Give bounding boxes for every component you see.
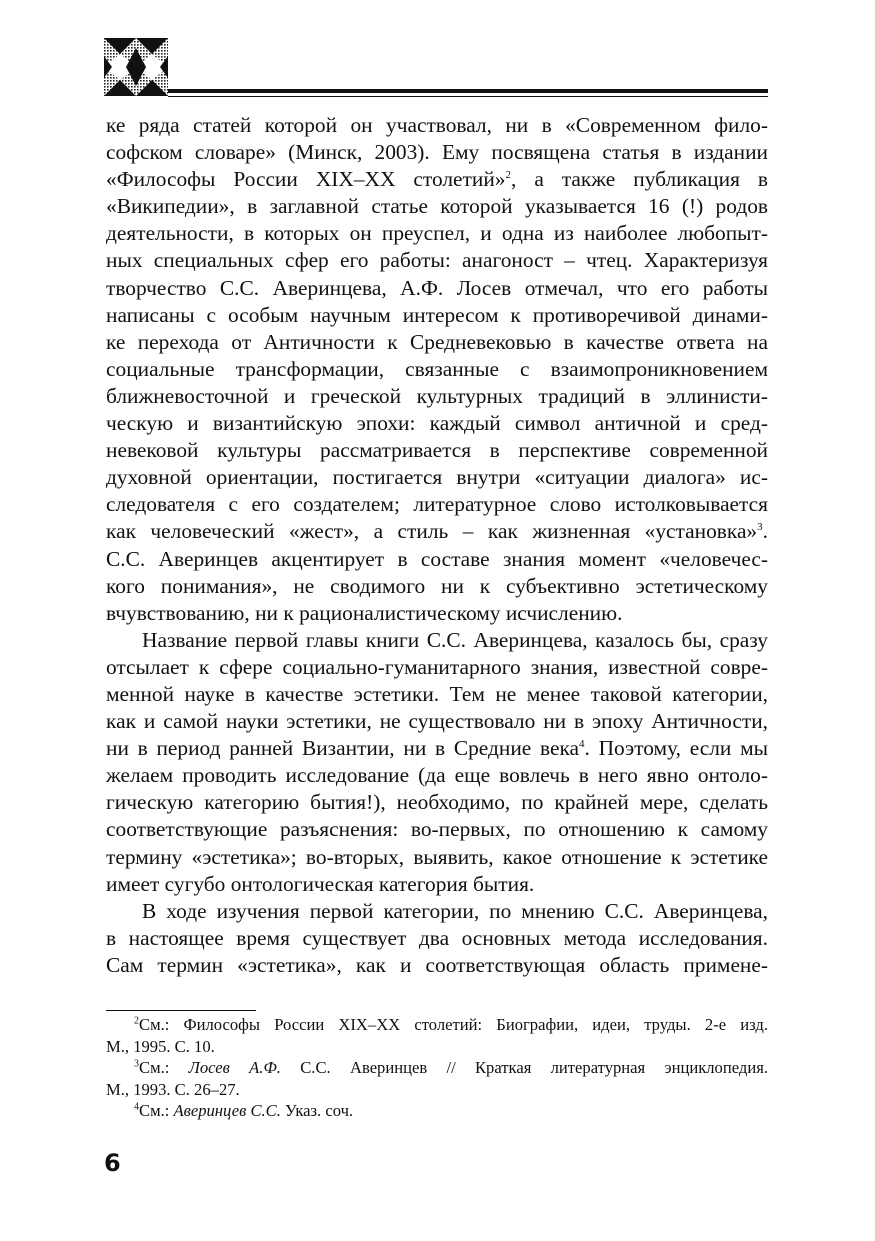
text-line [106,166,768,193]
footnote-text: См.: [139,1058,189,1077]
text-segment: ни в период ранней Византии, ни в Средние века [106,736,580,761]
text-segment: «Философы России XIX–XX столетий» [106,167,506,192]
footnote-mark: 4 [134,1101,139,1113]
text-line: соответствующие разъяснения: во-первых, по отношению к самому [106,817,768,842]
footnote-text: См.: [139,1101,174,1120]
text-line: ке перехода от Античности к Средневековью в качестве ответа на [106,329,768,354]
text-line: ке ряда статей которой он участвовал, ни в «Современном фило- [106,113,768,137]
paragraph-1 [106,112,768,627]
text-line: «Википедии», в заглавной статье которой указывается 16 (!) родов [106,194,768,219]
main-text [106,112,768,979]
text-line: гическую категорию бытия!), необходимо, по крайней мере, сделать [106,790,768,815]
header-rule-thin [168,96,768,97]
text-segment: . [762,519,768,544]
text-segment: , а также публикация в [511,167,769,192]
diamond-pattern-ornament-icon [104,38,168,96]
footnote-line [106,1100,768,1122]
text-line [106,735,768,762]
paragraph-3 [106,898,768,979]
footnote-text: См.: Философы России XIX–XX столетий: Биографии, идеи, труды. 2-е изд. [139,1015,768,1034]
text-line: имеет сугубо онтологическая категория бытия. [106,871,535,896]
text-line: социальные трансформации, связанные с взаимопроникновением [106,356,768,381]
text-line: ческую и византийскую эпохи: каждый символ античной и сред- [106,411,768,436]
footnote-mark: 2 [134,1015,139,1027]
footnote-ref-2[interactable]: 2 [505,169,511,182]
footnote-2 [106,1014,768,1057]
footnotes [106,1014,768,1122]
text-line: ближневосточной и греческой культурных традиций в эллинисти- [106,383,768,408]
text-line: отсылает к сфере социально-гуманитарного знания, известной совре- [106,654,768,679]
footnote-divider [106,1010,256,1011]
text-line: написаны с особым научным интересом к противоречивой динами- [106,302,768,327]
footnote-text: Указ. соч. [280,1101,354,1120]
footnote-line: М., 1995. С. 10. [106,1036,215,1056]
footnote-3 [106,1057,768,1100]
text-segment: как человеческий «жест», а стиль – как жизненная «установка» [106,519,758,544]
footnote-line [106,1014,768,1036]
page-number: 6 [104,1149,121,1177]
footnote-text: С.С. Аверинцев // Краткая литературная энциклопедия. [280,1058,768,1077]
footnote-ref-3[interactable]: 3 [757,521,763,534]
text-line: Название первой главы книги С.С. Аверинцева, казалось бы, сразу [142,627,768,652]
text-line: Сам термин «эстетика», как и соответствующая область примене- [106,952,768,977]
text-line: менной науке в качестве эстетики. Тем не менее таковой категории, [106,681,768,706]
footnote-author: Аверинцев С.С. [173,1101,281,1120]
text-line [106,518,768,545]
text-line: в настоящее время существует два основных метода исследования. [106,925,768,950]
text-line: как и самой науки эстетики, не существовало ни в эпоху Античности, [106,709,768,734]
text-line: желаем проводить исследование (да еще вовлечь в него явно онтоло- [106,763,768,788]
header-rule-thick [168,89,768,93]
footnote-line: М., 1993. С. 26–27. [106,1079,240,1099]
text-line: термину «эстетика»; во-вторых, выявить, какое отношение к эстетике [106,844,768,869]
footnote-line [106,1057,768,1079]
text-line: С.С. Аверинцев акцентирует в составе знания момент «человечес- [106,546,768,571]
page-header [104,38,768,100]
footnote-mark: 3 [134,1058,139,1070]
text-line: духовной ориентации, постигается внутри «ситуации диалога» ис- [106,465,768,490]
text-line: вчувствованию, ни к рационалистическому исчислению. [106,600,623,625]
text-line: В ходе изучения первой категории, по мнению С.С. Аверинцева, [142,898,768,923]
text-line: следователя с его создателем; литературное слово истолковывается [106,492,768,517]
text-line: кого понимания», не сводимого ни к субъективно эстетическому [106,573,768,598]
text-segment: . Поэтому, если мы [584,736,768,761]
paragraph-2 [106,627,768,898]
text-line: ных специальных сфер его работы: анагоност – чтец. Характеризуя [106,248,768,273]
text-line: деятельности, в которых он преуспел, и одна из наиболее любопыт- [106,221,768,246]
footnote-ref-4[interactable]: 4 [579,738,585,751]
text-line: невековой культуры рассматривается в перспективе современной [106,438,768,463]
footnote-4 [106,1100,768,1122]
text-line: творчество С.С. Аверинцева, А.Ф. Лосев отмечал, что его работы [106,275,768,300]
footnote-author: Лосев А.Ф. [188,1058,281,1077]
text-line: софском словаре» (Минск, 2003). Ему посвящена статья в издании [106,140,768,165]
